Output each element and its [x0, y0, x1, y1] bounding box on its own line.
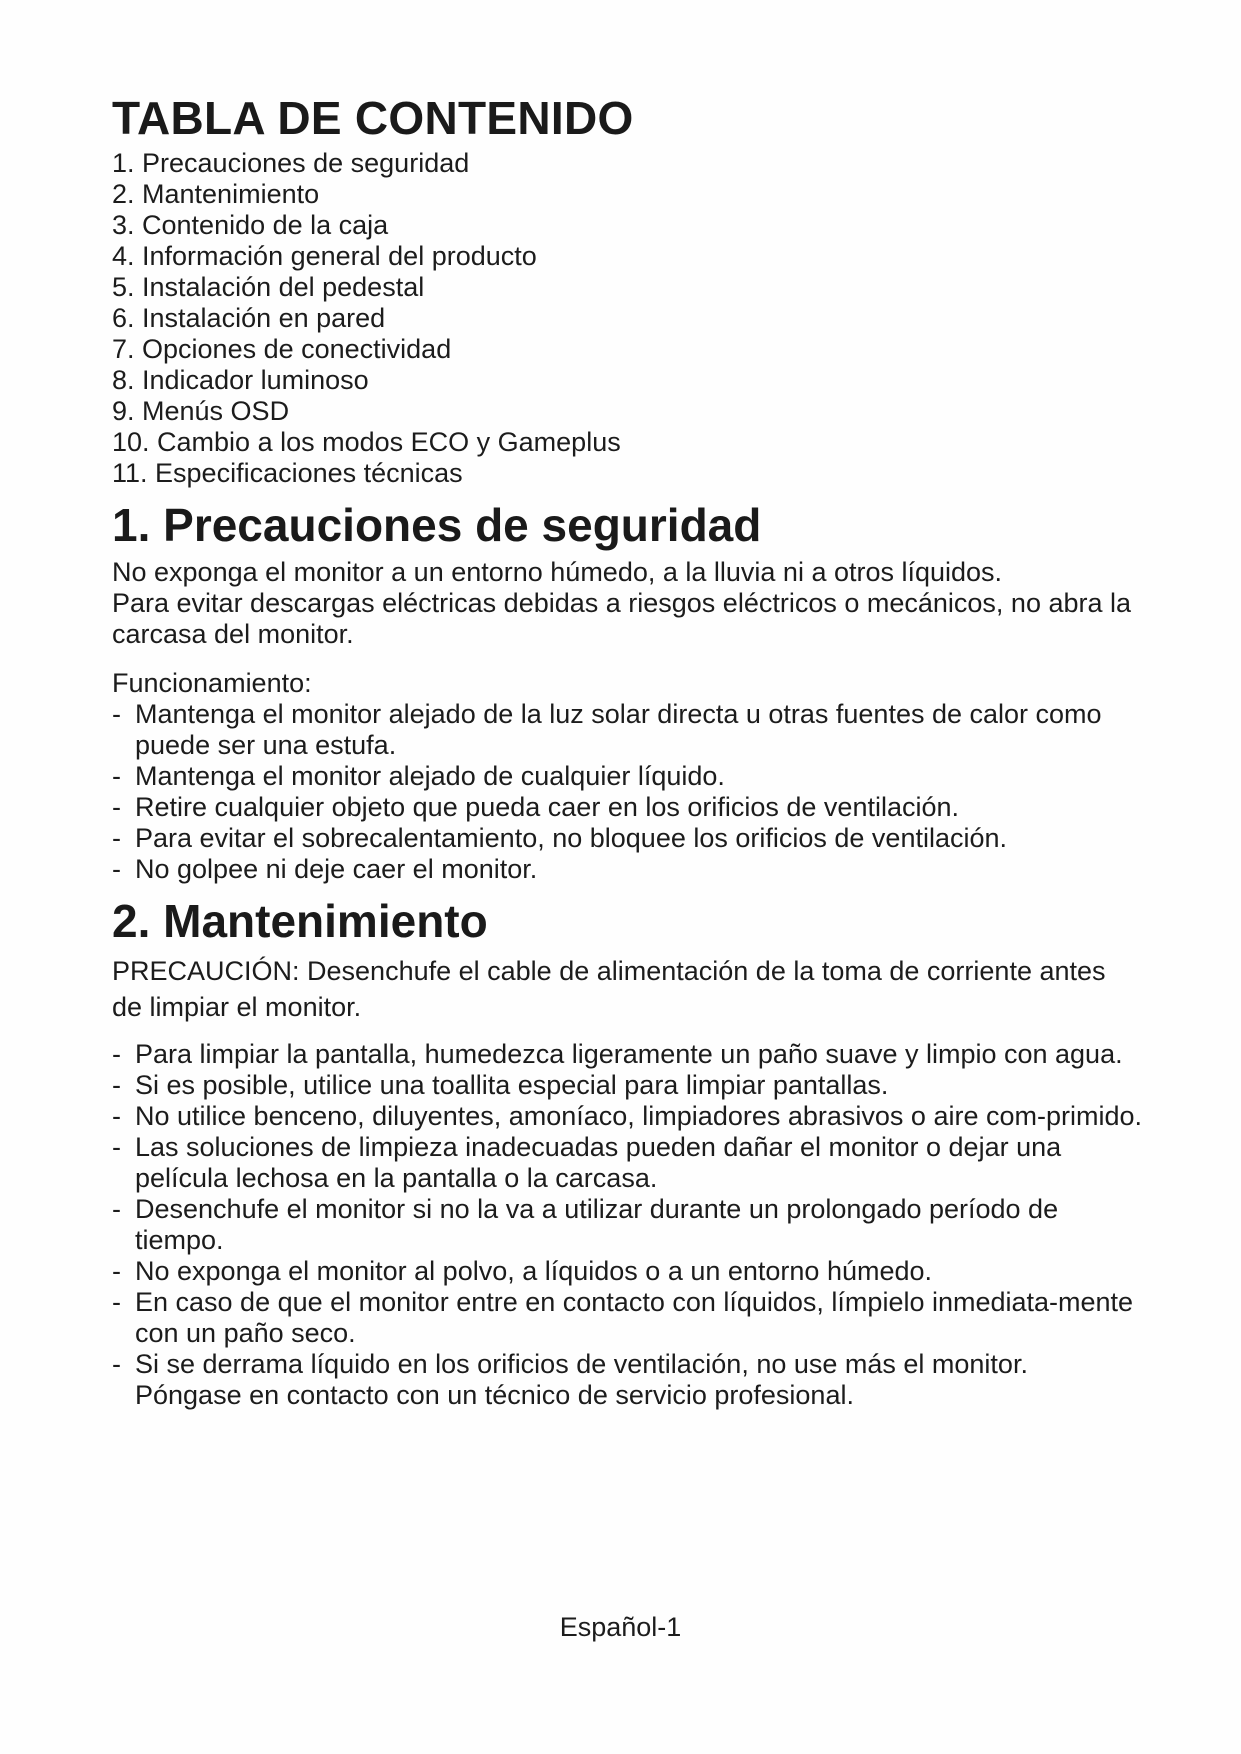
section-title-safety: 1. Precauciones de seguridad: [112, 499, 762, 551]
toc-item: 3. Contenido de la caja: [112, 210, 389, 240]
bullet-dash: -: [112, 1101, 121, 1131]
list-item: [112, 1194, 1142, 1256]
list-item: [112, 1256, 1142, 1287]
toc-item: 9. Menús OSD: [112, 396, 290, 426]
list-item: [112, 761, 1142, 792]
toc-list: [112, 148, 1142, 489]
toc-item: 11. Especificaciones técnicas: [112, 458, 463, 488]
bullet-dash: -: [112, 1039, 121, 1069]
list-item: [112, 792, 1142, 823]
list-item-text: Si se derrama líquido en los orificios de ventilación, no use más el monitor. Póngase en contacto con un técnico de servicio profesional.: [135, 1349, 1028, 1410]
list-item: [112, 823, 1142, 854]
toc-item: 1. Precauciones de seguridad: [112, 148, 470, 178]
maintenance-bullet-list: [112, 1039, 1142, 1411]
bullet-dash: -: [112, 1287, 121, 1317]
list-item-text: Mantenga el monitor alejado de la luz solar directa u otras fuentes de calor como puede ser una estufa.: [135, 699, 1102, 760]
list-item: [112, 1039, 1142, 1070]
maintenance-caution: PRECAUCIÓN: Desenchufe el cable de alimentación de la toma de corriente antes de limpiar el monitor.: [112, 956, 1106, 1022]
list-item: [112, 1132, 1142, 1194]
bullet-dash: -: [112, 1132, 121, 1162]
toc-item: 10. Cambio a los modos ECO y Gameplus: [112, 427, 621, 457]
bullet-dash: -: [112, 1194, 121, 1224]
toc-item: 8. Indicador luminoso: [112, 365, 369, 395]
list-item-text: Las soluciones de limpieza inadecuadas pueden dañar el monitor o dejar una película lechosa en la pantalla o la carcasa.: [135, 1132, 1062, 1193]
section-title-maintenance: 2. Mantenimiento: [112, 895, 488, 947]
list-item: [112, 699, 1142, 761]
list-item: [112, 1070, 1142, 1101]
safety-bullet-list: [112, 699, 1142, 885]
bullet-dash: -: [112, 854, 121, 884]
bullet-dash: -: [112, 1349, 121, 1379]
list-item-text: Para limpiar la pantalla, humedezca ligeramente un paño suave y limpio con agua.: [135, 1039, 1123, 1069]
list-item-text: En caso de que el monitor entre en contacto con líquidos, límpielo inmediata-mente con un paño seco.: [135, 1287, 1134, 1348]
operation-subheading: Funcionamiento:: [112, 668, 312, 698]
page-footer: [0, 1612, 1241, 1643]
list-item-text: No exponga el monitor al polvo, a líquidos o a un entorno húmedo.: [135, 1256, 933, 1286]
toc-item: 6. Instalación en pared: [112, 303, 386, 333]
bullet-dash: -: [112, 823, 121, 853]
toc-item: 7. Opciones de conectividad: [112, 334, 452, 364]
list-item-text: Para evitar el sobrecalentamiento, no bloquee los orificios de ventilación.: [135, 823, 1008, 853]
list-item-text: Desenchufe el monitor si no la va a utilizar durante un prolongado período de tiempo.: [135, 1194, 1059, 1255]
safety-intro-line1: No exponga el monitor a un entorno húmedo, a la lluvia ni a otros líquidos.: [112, 557, 1003, 587]
document-page: [112, 90, 1142, 1411]
bullet-dash: -: [112, 761, 121, 791]
list-item: [112, 1349, 1142, 1411]
bullet-dash: -: [112, 1070, 121, 1100]
list-item-text: Si es posible, utilice una toallita especial para limpiar pantallas.: [135, 1070, 889, 1100]
toc-title: TABLA DE CONTENIDO: [112, 92, 634, 144]
bullet-dash: -: [112, 1256, 121, 1286]
toc-item: 5. Instalación del pedestal: [112, 272, 425, 302]
bullet-dash: -: [112, 792, 121, 822]
list-item: [112, 854, 1142, 885]
toc-item: 4. Información general del producto: [112, 241, 537, 271]
list-item: [112, 1287, 1142, 1349]
toc-item: 2. Mantenimiento: [112, 179, 320, 209]
list-item-text: Retire cualquier objeto que pueda caer en los orificios de ventilación.: [135, 792, 960, 822]
list-item-text: No golpee ni deje caer el monitor.: [135, 854, 538, 884]
list-item: [112, 1101, 1142, 1132]
safety-intro-line2: Para evitar descargas eléctricas debidas a riesgos eléctricos o mecánicos, no abra la carcasa del monitor.: [112, 588, 1132, 649]
list-item-text: No utilice benceno, diluyentes, amoníaco, limpiadores abrasivos o aire com-primido.: [135, 1101, 1142, 1131]
page-number-label: Español-1: [559, 1612, 682, 1642]
bullet-dash: -: [112, 699, 121, 729]
list-item-text: Mantenga el monitor alejado de cualquier líquido.: [135, 761, 725, 791]
